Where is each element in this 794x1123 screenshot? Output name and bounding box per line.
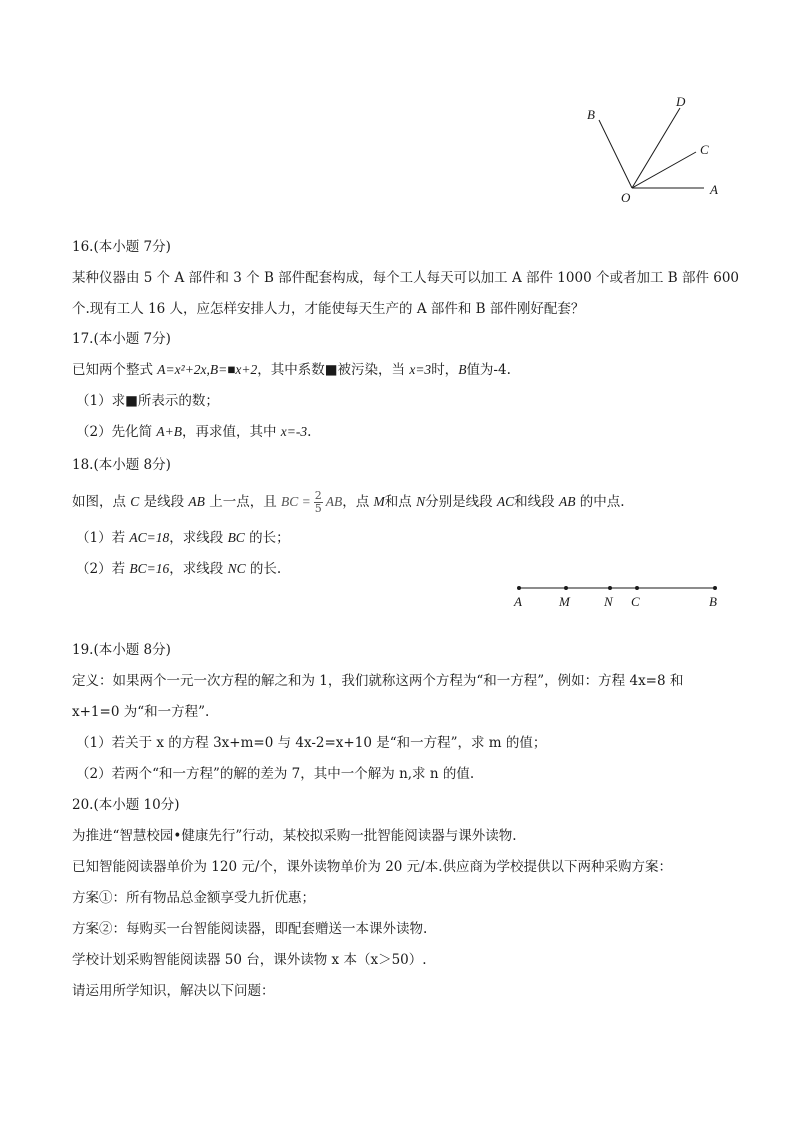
q18-text: 是线段 [139, 494, 189, 510]
q18-text-line1 [72, 490, 625, 515]
label-C: C [631, 594, 640, 609]
ray-OB [599, 120, 632, 188]
q20-plan2: 方案②：每购买一台智能阅读器，即配套赠送一本课外读物. [72, 921, 428, 937]
q18-text: 的中点. [575, 494, 625, 510]
point-N [608, 586, 612, 590]
fraction-denominator: 5 [314, 502, 322, 515]
q17-text: . [307, 424, 312, 440]
q18-condition: BC=16 [129, 561, 170, 576]
q18-text: 分别是线段 [425, 494, 497, 510]
q18-point: M [373, 494, 385, 509]
q18-text: 的长； [244, 530, 290, 546]
ray-OD [632, 108, 680, 188]
q16-text-line2: 个.现有工人 16 人，应怎样安排人力，才能使每天生产的 A 部件和 B 部件刚好配套？ [72, 301, 585, 317]
q18-part1 [76, 528, 290, 548]
q17-text: 已知两个整式 [72, 362, 158, 378]
q18-text: （1）若 [76, 530, 130, 546]
q17-variable: B [458, 362, 467, 377]
q18-formula-rhs: AB [325, 494, 343, 509]
q19-part1: （1）若关于 x 的方程 3x+m=0 与 4x-2=x+10 是“和一方程”，求 m 的值； [76, 735, 547, 751]
q18-segment: NC [227, 561, 246, 576]
q18-text: 如图，点 [72, 494, 131, 510]
q19-text-line2: x+1=0 为“和一方程”. [72, 704, 210, 720]
q20-text-line6: 请运用所学知识，解决以下问题： [72, 983, 275, 999]
q17-part2 [76, 422, 311, 442]
q17-expression: A+B [156, 424, 182, 439]
label-A: A [710, 182, 718, 197]
q18-text: 和线段 [514, 494, 559, 510]
q18-fraction [314, 490, 323, 515]
q18-condition: AC=18 [129, 530, 170, 545]
q18-segment: AB [188, 494, 205, 509]
point-C [635, 586, 639, 590]
q17-text: ，其中系数■被污染，当 [257, 362, 410, 378]
segment-figure [508, 580, 728, 612]
q18-segment: AB [558, 494, 576, 509]
label-B: B [587, 107, 595, 122]
q18-segment: BC [227, 530, 245, 545]
q20-text-line2: 已知智能阅读器单价为 120 元/个，课外读物单价为 20 元/本.供应商为学校提供以下两种采购方案： [72, 859, 672, 875]
q18-text: ，求线段 [169, 561, 228, 577]
label-B: B [709, 594, 717, 609]
q17-heading: 17.(本小题 7分) [72, 331, 171, 347]
q16-heading: 16.(本小题 7分) [72, 239, 171, 255]
q18-text: 的长. [245, 561, 282, 577]
q17-expression: A=x²+2x,B=■x+2 [157, 362, 258, 377]
q19-text-line1: 定义：如果两个一元一次方程的解之和为 1，我们就称这两个方程为“和一方程”，例如：方程 4x=8 和 [72, 673, 684, 689]
q18-heading: 18.(本小题 8分) [72, 457, 171, 473]
q20-plan1: 方案①：所有物品总金额享受九折优惠； [72, 890, 315, 906]
label-N: N [604, 594, 613, 609]
label-O: O [621, 190, 631, 205]
q17-text-line1 [72, 360, 511, 380]
q18-segment: AC [496, 494, 515, 509]
q18-point: C [130, 494, 140, 509]
label-M: M [559, 594, 570, 609]
q18-part2 [76, 559, 281, 579]
q16-text-line1: 某种仪器由 5 个 A 部件和 3 个 B 部件配套构成，每个工人每天可以加工 A 部件 1000 个或者加工 B 部件 600 [72, 270, 740, 286]
q17-text: ，再求值，其中 [182, 424, 281, 440]
label-D: D [676, 94, 686, 109]
q18-text: 上一点，且 [204, 494, 281, 510]
label-C: C [700, 142, 709, 157]
q17-part1: （1）求■所表示的数； [76, 393, 219, 409]
q19-part2: （2）若两个“和一方程”的解的差为 7，其中一个解为 n,求 n 的值. [76, 766, 475, 782]
q18-text: 和点 [384, 494, 417, 510]
point-A [517, 586, 521, 590]
q17-condition: x=-3 [280, 424, 308, 439]
point-B [713, 586, 717, 590]
q20-text-line5: 学校计划采购智能阅读器 50 台，课外读物 x 本（x＞50）. [72, 952, 427, 968]
q19-heading: 19.(本小题 8分) [72, 642, 171, 658]
label-A: A [514, 594, 522, 609]
q18-text: ，求线段 [169, 530, 228, 546]
q18-text: ，点 [342, 494, 374, 510]
q20-heading: 20.(本小题 10分) [72, 797, 180, 813]
angle-figure [570, 88, 740, 208]
q18-point: N [416, 494, 426, 509]
q17-condition: x=3 [409, 362, 432, 377]
q17-text: 值为-4. [466, 362, 511, 378]
q17-text: （2）先化简 [76, 424, 157, 440]
q17-text: 时， [431, 362, 459, 378]
q18-formula-lhs: BC = [281, 494, 311, 509]
fraction-numerator: 2 [314, 489, 322, 502]
ray-OC [632, 152, 696, 188]
q18-text: （2）若 [76, 561, 130, 577]
q20-text-line1: 为推进“智慧校园•健康先行”行动，某校拟采购一批智能阅读器与课外读物. [72, 828, 517, 844]
point-M [564, 586, 568, 590]
